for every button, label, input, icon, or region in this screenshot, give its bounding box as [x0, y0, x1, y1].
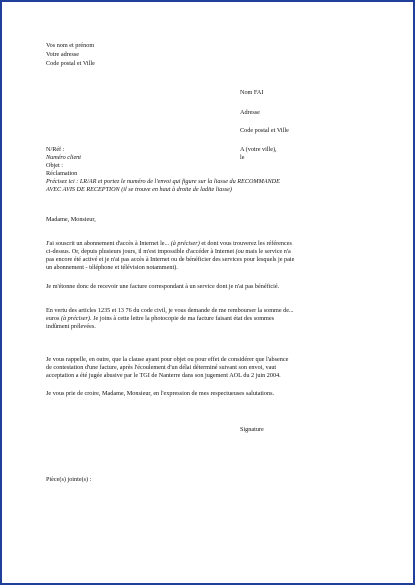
place-label: A (votre ville),	[240, 146, 277, 153]
recipient-city: Code postal et Ville	[240, 127, 289, 134]
instruction-line-1: Précisez ici : LR/AR et portez le numéro de l'envoi qui figure sur la liasse du RECOMMANDE	[46, 178, 280, 185]
letter-page	[2, 2, 413, 583]
paragraph-4-line-2: de contestation d'une facture, après l'écoulement d'un délai déterminé suivant son envoi, vaut	[46, 364, 277, 371]
sender-name: Vos nom et prénom	[46, 42, 95, 49]
date-label: le	[240, 154, 245, 161]
object-label: Objet :	[46, 162, 64, 169]
paragraph-1-line-1: J'ai souscrit un abonnement d'accès à Internet le... (à préciser) et dont vous trouverez les références	[46, 240, 292, 247]
recipient-address: Adresse	[240, 109, 260, 116]
paragraph-5: Je vous prie de croire, Madame, Monsieur, en l'expression de mes respectueuses salutations.	[46, 390, 275, 397]
object-value: Réclamation	[46, 170, 78, 177]
sender-address: Votre adresse	[46, 51, 80, 58]
instruction-line-2: AVEC AVIS DE RECEPTION (il se trouve en haut à droite de ladite liasse)	[46, 186, 232, 193]
paragraph-4-line-3: acceptation a été jugée abusive par le TGI de Nanterre dans son jugement AOL du 2 juin 2004.	[46, 372, 281, 379]
paragraph-4-line-1: Je vous rappelle, en outre, que la clause ayant pour objet ou pour effet de considérer que l'absence	[46, 356, 289, 363]
paragraph-3-line-2: euros (à préciser). Je joins à cette lettre la photocopie de ma facture faisant état des sommes	[46, 315, 275, 322]
attachments-label: Pièce(s) jointe(s) :	[46, 476, 92, 483]
client-number-label: Numéro client	[46, 154, 81, 161]
paragraph-3-line-3: indûment prélevées.	[46, 323, 96, 330]
signature-label: Signature	[240, 426, 264, 433]
paragraph-2: Je m'étonne donc de recevoir une facture correspondant à un service dont je n'ai pas bénéficié.	[46, 283, 280, 290]
paragraph-3-line-1: En vertu des articles 1235 et 13 76 du code civil, je vous demande de me rembourser la somme de...	[46, 307, 294, 314]
paragraph-1-line-4: un abonnement - téléphone et télévision notamment).	[46, 264, 178, 271]
paragraph-1-line-3: pas encore été activé et je n'ai pas accès à Internet ou de bénéficier des services pour lesquels je paie	[46, 256, 295, 263]
ref-label: N/Réf :	[46, 146, 65, 153]
salutation: Madame, Monsieur,	[46, 216, 96, 223]
recipient-name: Nom FAI	[240, 89, 264, 96]
sender-city: Code postal et Ville	[46, 60, 95, 67]
paragraph-1-line-2: ci-dessus. Or, depuis plusieurs jours, il m'est impossible d'accéder à Internet (ou mais le service n'a	[46, 248, 291, 255]
